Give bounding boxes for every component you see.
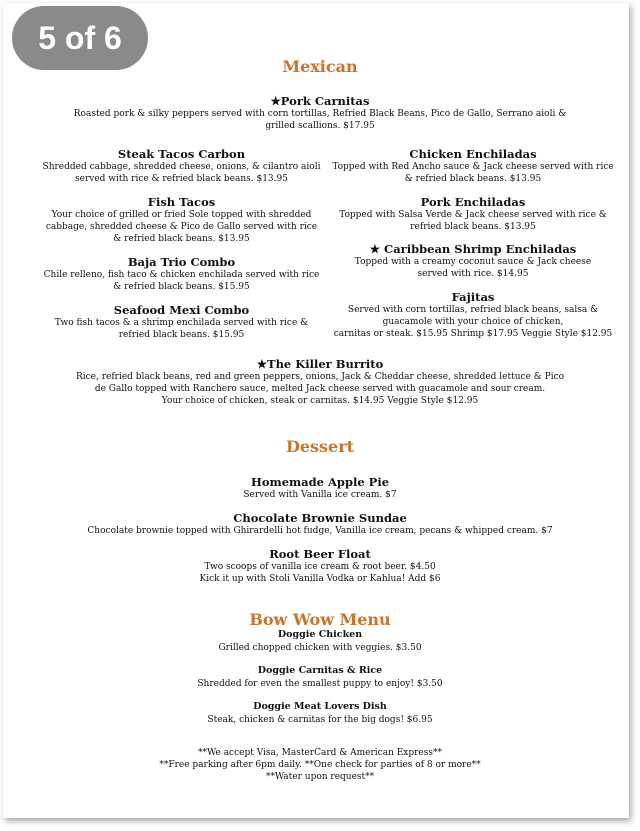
item-description: Roasted pork & silky peppers served with corn tortillas, Refried Black Beans, Pico de Gallo, Serrano aioli & [73,109,567,119]
menu-item-doggie-chicken [0,628,640,654]
item-description: served with rice & refried black beans. $13.95 [75,174,288,184]
section-heading-mexican: Mexican [282,57,358,76]
item-description: carnitas or steak. $15.95 Shrimp $17.95 Veggie Style $12.95 [333,329,613,339]
item-description: Kick it up with Stoli Vanilla Vodka or Kahlua! Add $6 [199,574,441,584]
item-description: Topped with Red Ancho sauce & Jack cheese served with rice [332,162,614,172]
menu-item-pork-enchiladas [328,195,618,233]
menu-item-seafood-mexi [30,303,333,341]
item-description: Topped with a creamy coconut sauce & Jack cheese [354,257,592,267]
item-description: Your choice of grilled or fried Sole topped with shredded [51,210,312,220]
menu-item-doggie-carnitas [0,664,640,690]
item-description: Chile relleno, fish taco & chicken enchilada served with rice [43,270,320,280]
item-description: cabbage, shredded cheese & Pico de Gallo served with rice [45,222,318,232]
item-name: Steak Tacos Carbon [117,147,246,161]
item-description: & refried black beans. $15.95 [113,282,250,292]
item-name: Doggie Carnitas & Rice [257,665,383,676]
item-description: Chocolate brownie topped with Ghirardelli hot fudge, Vanilla ice cream, pecans & whipped cream. $7 [87,526,553,536]
page-counter-badge: 5 of 6 [12,6,148,70]
item-name: Fish Tacos [147,195,216,209]
item-name: Root Beer Float [269,547,371,561]
item-name: Pork Enchiladas [420,195,526,209]
item-name: ★ Caribbean Shrimp Enchiladas [369,242,577,256]
menu-item-root-beer-float [0,547,640,585]
item-description: & refried black beans. $13.95 [113,234,250,244]
item-description: grilled scallions. $17.95 [265,121,375,131]
menu-item-baja-trio [30,255,333,293]
item-description: Grilled chopped chicken with veggies. $3.50 [218,643,422,653]
item-description: Shredded for even the smallest puppy to enjoy! $3.50 [197,679,443,689]
item-name: Doggie Meat Lovers Dish [253,701,387,712]
menu-item-pork-carnitas [0,94,640,132]
footer-parking-note: **Free parking after 6pm daily. **One check for parties of 8 or more** [159,760,481,770]
menu-item-doggie-meat-lovers [0,700,640,726]
item-description: served with rice. $14.95 [417,269,529,279]
item-description: Steak, chicken & carnitas for the big dogs! $6.95 [207,715,433,725]
menu-item-fajitas [328,290,618,340]
item-description: Two scoops of vanilla ice cream & root beer. $4.50 [204,562,436,572]
item-description: de Gallo topped with Ranchero sauce, melted Jack cheese served with guacamole and sour cream. [94,384,546,394]
item-description: & refried black beans. $13.95 [404,174,542,184]
menu-item-steak-tacos [30,147,333,185]
menu-item-apple-pie [0,475,640,501]
item-description: refried black beans. $13.95 [410,222,536,232]
item-description: guacamole with your choice of chicken, [382,317,564,327]
item-description: Topped with Salsa Verde & Jack cheese served with rice & [339,210,607,220]
item-description: Shredded cabbage, shredded cheese, onions, & cilantro aioli [42,162,321,172]
menu-item-caribbean-shrimp [328,242,618,280]
menu-item-fish-tacos [30,195,333,245]
item-description: Rice, refried black beans, red and green peppers, onions, Jack & Cheddar cheese, shredded lettuce & Pico [75,372,565,382]
menu-item-brownie-sundae [0,511,640,537]
section-heading-dessert: Dessert [285,437,355,456]
item-name: Fajitas [451,290,495,304]
item-name: ★The Killer Burrito [256,357,384,371]
item-name: ★Pork Carnitas [270,94,370,108]
item-name: Chocolate Brownie Sundae [233,511,407,525]
item-name: Homemade Apple Pie [250,475,390,489]
menu-item-killer-burrito [0,357,640,407]
item-name: Chicken Enchiladas [409,147,537,161]
footer-payment-note: **We accept Visa, MasterCard & American Express** [197,748,442,758]
item-name: Doggie Chicken [277,629,363,640]
item-name: Seafood Mexi Combo [113,303,250,317]
item-description: Your choice of chicken, steak or carnitas. $14.95 Veggie Style $12.95 [161,396,479,406]
item-description: refried black beans. $15.95 [118,330,245,340]
section-heading-bow-wow: Bow Wow Menu [249,610,391,629]
item-description: Served with corn tortillas, refried black beans, salsa & [347,305,599,315]
menu-item-chicken-enchiladas [328,147,618,185]
item-description: Two fish tacos & a shrimp enchilada served with rice & [54,318,309,328]
item-name: Baja Trio Combo [127,255,236,269]
item-description: Served with Vanilla ice cream. $7 [243,490,397,500]
footer-water-note: **Water upon request** [265,772,375,782]
